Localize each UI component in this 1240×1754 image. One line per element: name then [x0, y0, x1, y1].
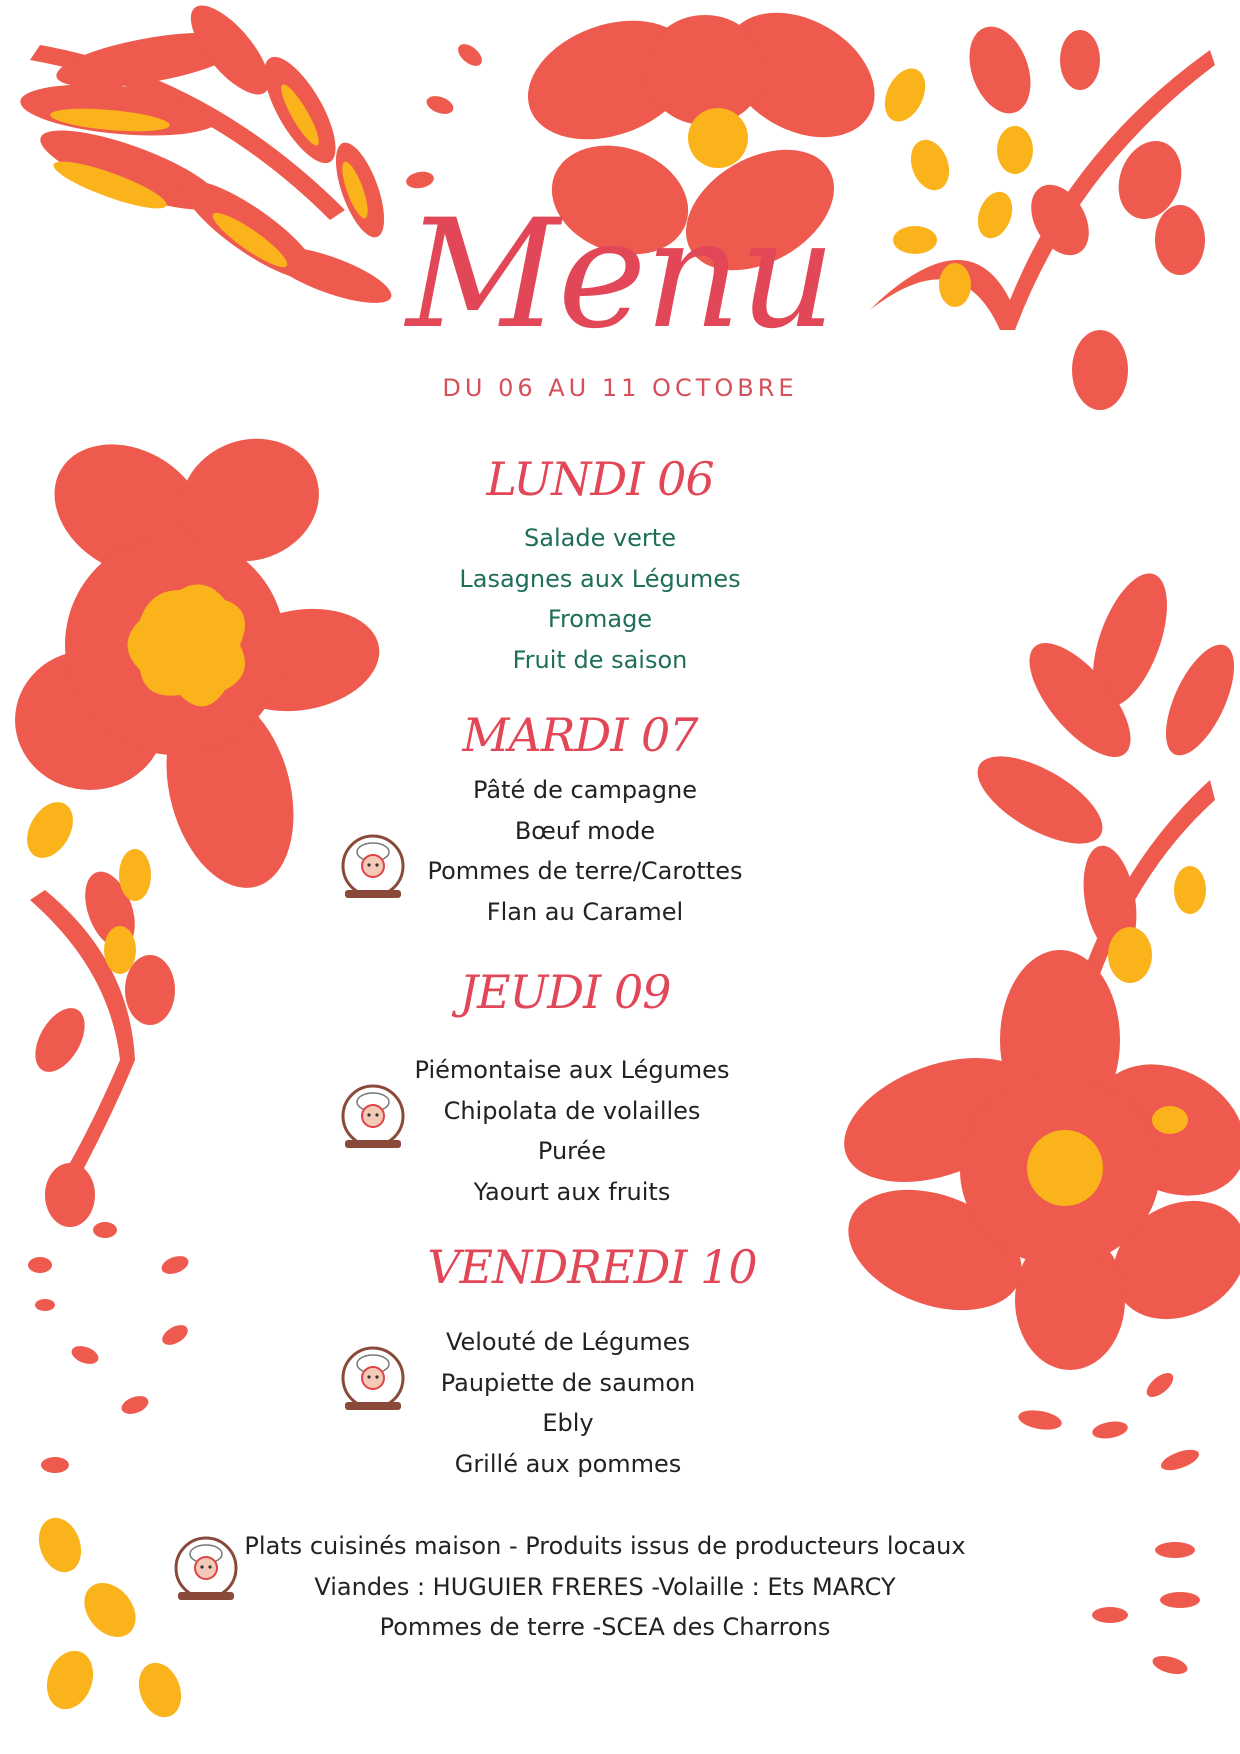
- menu-item: Chipolata de volailles: [443, 1096, 701, 1125]
- menu-date-range: DU 06 AU 11 OCTOBRE: [442, 374, 798, 402]
- day-items-lundi: [250, 518, 950, 680]
- footer-notes: [200, 1526, 1010, 1648]
- day-title-vendredi: VENDREDI 10: [427, 1240, 757, 1294]
- day-title-lundi: LUNDI 06: [486, 452, 714, 506]
- footer-line: Viandes : HUGUIER FRERES -Volaille : Ets MARCY: [314, 1572, 896, 1601]
- menu-item: Ebly: [542, 1409, 594, 1437]
- menu-item: Pommes de terre/Carottes: [427, 857, 743, 885]
- menu-item: Velouté de Légumes: [445, 1328, 691, 1356]
- chef-icon: [337, 1082, 409, 1154]
- day-items-vendredi: [218, 1322, 918, 1484]
- menu-item: Fromage: [547, 605, 653, 633]
- menu-item: Lasagnes aux Légumes: [459, 564, 741, 593]
- menu-item: Bœuf mode: [514, 816, 656, 845]
- menu-item: Pâté de campagne: [473, 776, 697, 804]
- footer-line: Plats cuisinés maison - Produits issus de producteurs locaux: [244, 1532, 966, 1560]
- menu-item: Purée: [537, 1137, 607, 1165]
- menu-item: Salade verte: [524, 524, 676, 552]
- menu-item: Fruit de saison: [512, 645, 688, 674]
- menu-item: Paupiette de saumon: [440, 1368, 696, 1397]
- chef-icon: [337, 1344, 409, 1416]
- menu-title: Menu: [406, 188, 834, 362]
- footer-line: Pommes de terre -SCEA des Charrons: [379, 1613, 831, 1641]
- chef-icon: [337, 832, 409, 904]
- day-title-mardi: MARDI 07: [462, 708, 698, 762]
- day-title-jeudi: JEUDI 09: [459, 965, 671, 1019]
- menu-item: Yaourt aux fruits: [473, 1177, 671, 1206]
- menu-item: Flan au Caramel: [486, 897, 684, 926]
- menu-item: Piémontaise aux Légumes: [414, 1056, 730, 1084]
- day-items-jeudi: [222, 1050, 922, 1212]
- menu-item: Grillé aux pommes: [454, 1449, 682, 1478]
